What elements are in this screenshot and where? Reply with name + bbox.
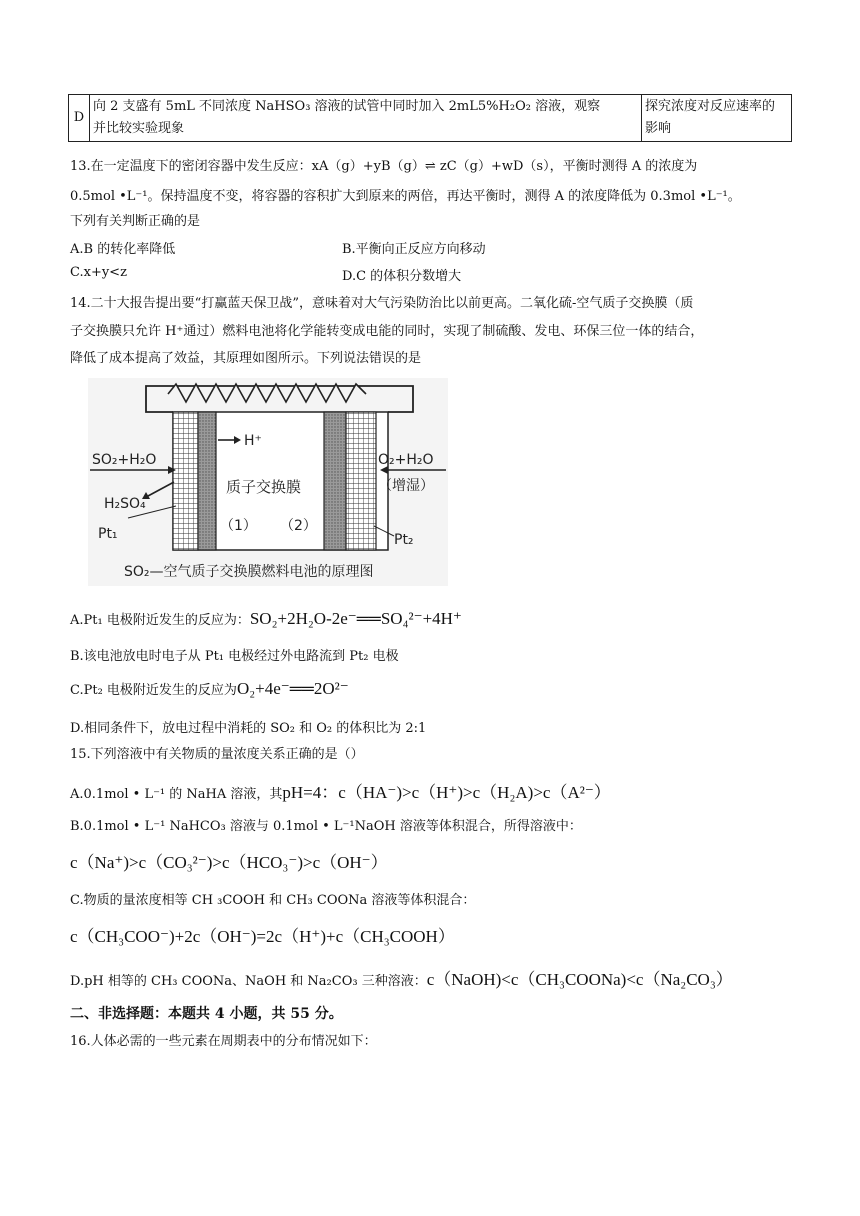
table-row bbox=[69, 95, 792, 142]
q15-stem: 15.下列溶液中有关物质的量浓度关系正确的是（） bbox=[70, 747, 364, 762]
left-catalyst-layer bbox=[198, 412, 216, 550]
q14-option-d: D.相同条件下，放电过程中消耗的 SO₂ 和 O₂ 的体积比为 2:1 bbox=[70, 721, 427, 736]
experiment-table bbox=[68, 94, 792, 142]
right-electrode bbox=[346, 412, 376, 550]
table-cell-method bbox=[90, 95, 642, 142]
section-2-heading: 二、非选择题：本题共 4 小题，共 55 分。 bbox=[70, 1006, 343, 1022]
q15-option-a-text: A.0.1mol • L⁻¹ 的 NaHA 溶液，其 bbox=[70, 787, 283, 802]
right-catalyst-layer bbox=[324, 412, 346, 550]
left-output-label: H₂SO₄ bbox=[104, 496, 146, 512]
pt2-label: Pt₂ bbox=[394, 532, 414, 548]
q13-option-a: A.B 的转化率降低 bbox=[70, 242, 176, 257]
q14-option-c-formula: O₂+4e⁻══2O²⁻ bbox=[236, 679, 349, 698]
q15-option-c-text: C.物质的量浓度相等 CH ₃COOH 和 CH₃ COONa 溶液等体积混合： bbox=[70, 893, 476, 908]
q16-stem: 16.人体必需的一些元素在周期表中的分布情况如下： bbox=[70, 1034, 377, 1049]
q15-option-d bbox=[70, 965, 733, 990]
q14-option-a-formula: SO₂+2H₂O-2e⁻══SO₄²⁻+4H⁺ bbox=[249, 609, 462, 628]
q13-option-d: D.C 的体积分数增大 bbox=[342, 269, 462, 284]
q15-option-d-text: D.pH 相等的 CH₃ COONa、NaOH 和 Na₂CO₃ 三种溶液： bbox=[70, 974, 427, 989]
purpose-line-1: 探究浓度对反应速率的 bbox=[645, 99, 776, 114]
q14-option-c-text: C.Pt₂ 电极附近发生的反应为 bbox=[70, 683, 237, 698]
q13-stem-line-3: 下列有关判断正确的是 bbox=[70, 214, 201, 229]
membrane-label: 质子交换膜 bbox=[226, 478, 302, 496]
q15-option-d-formula: c（NaOH)<c（CH₃COONa)<c（Na₂CO₃） bbox=[426, 970, 733, 989]
method-line-1: 向 2 支盛有 5mL 不同浓度 NaHSO₃ 溶液的试管中同时加入 2mL5%H₂O₂ 溶液，观察 bbox=[93, 99, 601, 114]
region-1-label: （1） bbox=[220, 518, 257, 534]
q14-stem-line-3: 降低了成本提高了效益，其原理如图所示。下列说法错误的是 bbox=[70, 351, 422, 366]
right-input-label: O₂+H₂O bbox=[378, 452, 434, 468]
pt1-label: Pt₁ bbox=[98, 526, 118, 542]
proton-label: H⁺ bbox=[244, 433, 262, 449]
q14-stem-line-2: 子交换膜只允许 H⁺通过）燃料电池将化学能转变成电能的同时，实现了制硫酸、发电、环保三位一体的结合， bbox=[70, 324, 704, 339]
q14-stem-line-1: 14.二十大报告提出要“打赢蓝天保卫战”，意味着对大气污染防治比以前更高。二氧化硫-空气质子交换膜（质 bbox=[70, 296, 694, 311]
fuel-cell-svg bbox=[88, 378, 448, 586]
q13-option-b: B.平衡向正反应方向移动 bbox=[342, 242, 486, 257]
fuel-cell-diagram bbox=[88, 378, 448, 586]
q14-option-a bbox=[70, 609, 462, 629]
table-row-label: D bbox=[69, 95, 90, 142]
diagram-caption: SO₂—空气质子交换膜燃料电池的原理图 bbox=[124, 564, 374, 580]
q15-option-b-formula: c（Na⁺)>c（CO₃²⁻)>c（HCO₃⁻)>c（OH⁻） bbox=[70, 853, 388, 872]
right-input-note: （增湿） bbox=[378, 478, 434, 494]
q15-option-a bbox=[70, 778, 611, 803]
left-electrode bbox=[173, 412, 198, 550]
q13-stem-line-1: 13.在一定温度下的密闭容器中发生反应：xA（g）+yB（g）⇌ zC（g）+wD（s），平衡时测得 A 的浓度为 bbox=[70, 159, 698, 174]
q15-option-b-text: B.0.1mol • L⁻¹ NaHCO₃ 溶液与 0.1mol • L⁻¹NaOH 溶液等体积混合，所得溶液中： bbox=[70, 819, 582, 834]
q15-option-c-formula: c（CH₃COO⁻)+2c（OH⁻)=2c（H⁺)+c（CH₃COOH） bbox=[70, 927, 455, 946]
q13-stem-line-2: 0.5mol •L⁻¹。保持温度不变，将容器的容积扩大到原来的两倍，再达平衡时，测得 A 的浓度降低为 0.3mol •L⁻¹。 bbox=[70, 189, 741, 204]
q14-option-b: B.该电池放电时电子从 Pt₁ 电极经过外电路流到 Pt₂ 电极 bbox=[70, 649, 399, 664]
region-2-label: （2） bbox=[280, 518, 317, 534]
q14-option-a-text: A.Pt₁ 电极附近发生的反应为： bbox=[70, 613, 250, 628]
q15-option-a-formula: pH=4：c（HA⁻)>c（H⁺)>c（H₂A)>c（A²⁻） bbox=[282, 783, 611, 802]
purpose-line-2: 影响 bbox=[645, 121, 672, 136]
q13-option-c: C.x+y<z bbox=[70, 265, 127, 280]
method-line-2: 并比较实验现象 bbox=[93, 121, 185, 136]
q14-option-c bbox=[70, 679, 349, 699]
table-cell-purpose bbox=[642, 95, 792, 142]
left-input-label: SO₂+H₂O bbox=[92, 452, 157, 468]
